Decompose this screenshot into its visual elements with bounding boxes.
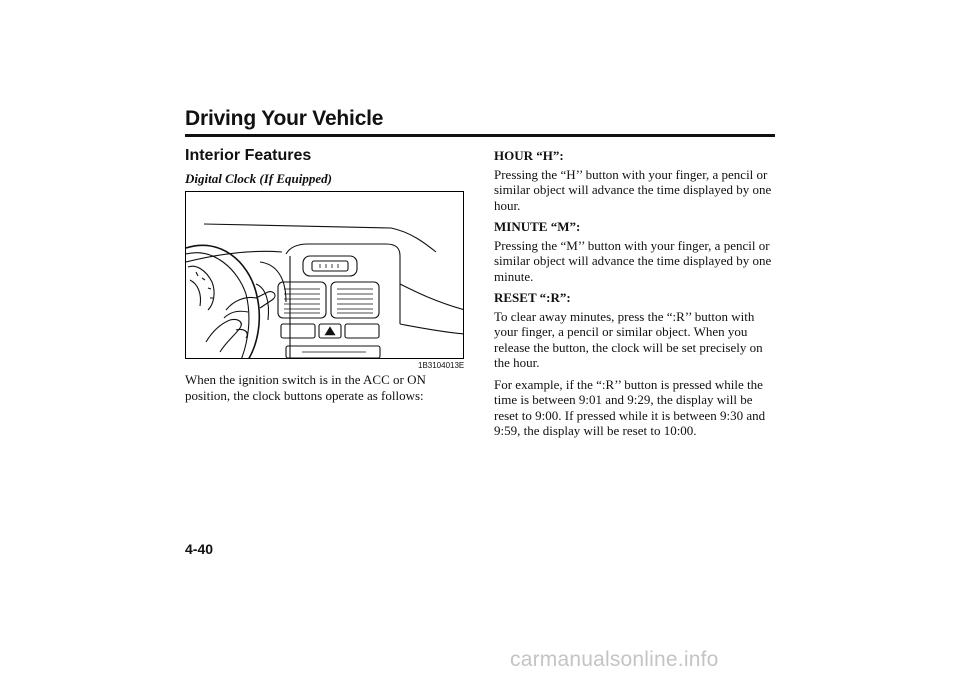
right-vent-icon [331, 282, 379, 318]
item-text-hour: Pressing the “H’’ button with your finger, a pencil or similar object will advance the time displayed by one hour. [494, 166, 772, 213]
item-heading-minute: MINUTE “M”: [494, 219, 581, 234]
hazard-warning-icon [325, 327, 335, 335]
subheading: Digital Clock (If Equipped) [185, 171, 332, 186]
hand-icon [206, 292, 275, 352]
button-descriptions [494, 148, 776, 445]
dashboard-illustration [185, 191, 464, 359]
clock-display-icon [303, 256, 357, 276]
item-heading-reset: RESET “:R”: [494, 290, 571, 305]
steering-wheel-icon [186, 245, 259, 359]
figure-code: 1B3104013E [418, 361, 465, 370]
header-rule [185, 134, 775, 137]
item-heading-hour: HOUR “H”: [494, 148, 564, 163]
item-text-reset: To clear away minutes, press the “:R’’ button with your finger, a pencil or similar object. When you release the button, the clock will be set precisely on the hour. [494, 308, 763, 370]
page-number: 4-40 [185, 541, 214, 557]
example-paragraph: For example, if the “:R’’ button is pressed while the time is between 9:01 and 9:29, the display will be reset to 9:00. If pressed while it is between 9:30 and 9:59, the display will be reset to 10:00. [494, 376, 766, 438]
page-heading: Interior Features [185, 147, 312, 164]
intro-paragraph: When the ignition switch is in the ACC or ON position, the clock buttons operate as follows: [185, 372, 426, 403]
dashboard-edge [204, 224, 391, 228]
section-title: Driving Your Vehicle [185, 107, 384, 130]
item-text-minute: Pressing the “M’’ button with your finger, a pencil or similar object will advance the time displayed by one minute. [494, 237, 772, 284]
watermark: carmanualsonline.info [510, 648, 719, 671]
